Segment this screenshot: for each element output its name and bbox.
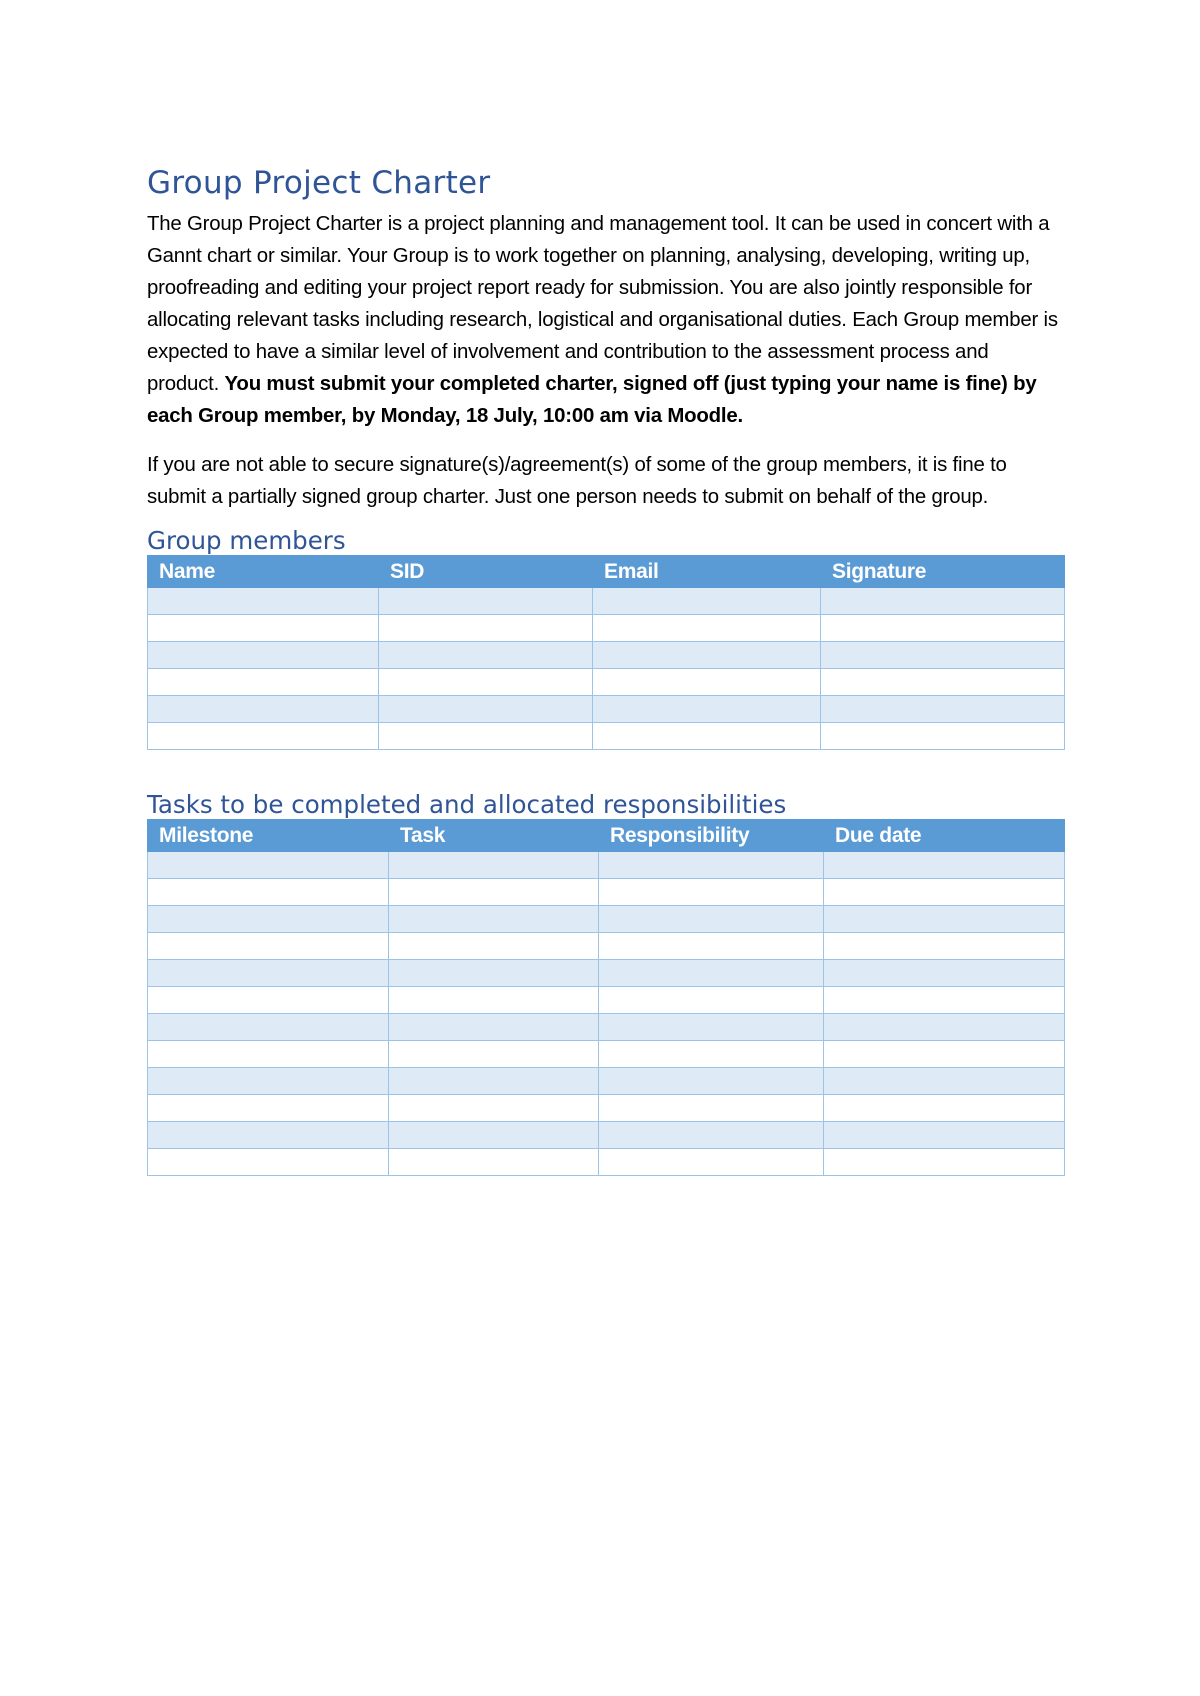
table-cell[interactable]: [824, 1122, 1065, 1149]
table-cell[interactable]: [389, 852, 599, 879]
table-row: [148, 696, 1065, 723]
table-cell[interactable]: [599, 852, 824, 879]
table-cell[interactable]: [389, 1095, 599, 1122]
table-cell[interactable]: [148, 1068, 389, 1095]
table-cell[interactable]: [148, 879, 389, 906]
column-header-signature: Signature: [821, 556, 1065, 588]
table-cell[interactable]: [821, 588, 1065, 615]
table-cell[interactable]: [379, 615, 593, 642]
table-cell[interactable]: [379, 696, 593, 723]
column-header-milestone: Milestone: [148, 820, 389, 852]
table-cell[interactable]: [599, 1014, 824, 1041]
table-cell[interactable]: [389, 933, 599, 960]
table-cell[interactable]: [824, 960, 1065, 987]
table-cell[interactable]: [821, 669, 1065, 696]
submission-instructions: You must submit your completed charter, signed off (just typing your name is fine) by each Group member, by Monday, 18 July, 10:00 am via Moodle.: [147, 373, 1037, 428]
table-row: [148, 933, 1065, 960]
table-cell[interactable]: [148, 696, 379, 723]
table-cell[interactable]: [148, 1122, 389, 1149]
table-cell[interactable]: [824, 933, 1065, 960]
table-cell[interactable]: [824, 1068, 1065, 1095]
column-header-responsibility: Responsibility: [599, 820, 824, 852]
table-cell[interactable]: [599, 906, 824, 933]
table-cell[interactable]: [148, 1149, 389, 1176]
table-cell[interactable]: [379, 669, 593, 696]
table-cell[interactable]: [824, 1095, 1065, 1122]
table-cell[interactable]: [148, 1041, 389, 1068]
table-cell[interactable]: [379, 723, 593, 750]
table-cell[interactable]: [599, 1068, 824, 1095]
table-cell[interactable]: [599, 1095, 824, 1122]
table-cell[interactable]: [389, 1149, 599, 1176]
table-row: [148, 879, 1065, 906]
document-page: [147, 165, 1063, 1176]
table-cell[interactable]: [599, 933, 824, 960]
table-cell[interactable]: [824, 1149, 1065, 1176]
table-row: [148, 642, 1065, 669]
table-row: [148, 1095, 1065, 1122]
table-cell[interactable]: [821, 615, 1065, 642]
table-row: [148, 960, 1065, 987]
column-header-email: Email: [593, 556, 821, 588]
table-row: [148, 1068, 1065, 1095]
tasks-table: [147, 819, 1065, 1176]
table-row: [148, 906, 1065, 933]
table-cell[interactable]: [599, 1122, 824, 1149]
intro-paragraph: [147, 208, 1063, 432]
table-header-row: [148, 556, 1065, 588]
table-cell[interactable]: [593, 615, 821, 642]
table-cell[interactable]: [389, 987, 599, 1014]
column-header-due-date: Due date: [824, 820, 1065, 852]
table-cell[interactable]: [148, 960, 389, 987]
table-row: [148, 1149, 1065, 1176]
table-cell[interactable]: [593, 669, 821, 696]
document-title: Group Project Charter: [147, 165, 491, 201]
table-row: [148, 1122, 1065, 1149]
table-cell[interactable]: [148, 615, 379, 642]
partial-signature-note: If you are not able to secure signature(s)/agreement(s) of some of the group members, it is fine to submit a partially signed group charter. Just one person needs to submit on behalf of the group.: [147, 454, 1007, 509]
table-cell[interactable]: [824, 879, 1065, 906]
group-members-rows: [148, 588, 1065, 750]
table-cell[interactable]: [599, 960, 824, 987]
table-cell[interactable]: [389, 1041, 599, 1068]
table-cell[interactable]: [389, 1014, 599, 1041]
group-members-table: [147, 555, 1065, 750]
table-cell[interactable]: [599, 987, 824, 1014]
intro-text: The Group Project Charter is a project planning and management tool. It can be used in concert with a Gannt chart or similar. Your Group is to work together on planning, analysing, developing, writing up, proofreading and editing your project report ready for submission. You are also jointly responsible for allocating relevant tasks including research, logistical and organisational duties. Each Group member is expected to have a similar level of involvement and contribution to the assessment process and product.: [147, 213, 1058, 396]
table-cell[interactable]: [148, 987, 389, 1014]
table-row: [148, 1041, 1065, 1068]
table-cell[interactable]: [824, 987, 1065, 1014]
column-header-task: Task: [389, 820, 599, 852]
table-cell[interactable]: [821, 642, 1065, 669]
table-header-row: [148, 820, 1065, 852]
table-cell[interactable]: [148, 933, 389, 960]
table-row: [148, 723, 1065, 750]
table-cell[interactable]: [593, 696, 821, 723]
table-cell[interactable]: [148, 1014, 389, 1041]
table-row: [148, 588, 1065, 615]
table-cell[interactable]: [148, 669, 379, 696]
group-members-heading: Group members: [147, 526, 346, 556]
table-cell[interactable]: [389, 960, 599, 987]
table-cell[interactable]: [593, 588, 821, 615]
table-cell[interactable]: [148, 588, 379, 615]
table-cell[interactable]: [389, 879, 599, 906]
table-cell[interactable]: [148, 906, 389, 933]
table-cell[interactable]: [593, 723, 821, 750]
table-cell[interactable]: [389, 1068, 599, 1095]
tasks-heading: Tasks to be completed and allocated responsibilities: [147, 790, 787, 820]
table-cell[interactable]: [148, 642, 379, 669]
table-cell[interactable]: [824, 1014, 1065, 1041]
table-cell[interactable]: [824, 1041, 1065, 1068]
table-cell[interactable]: [599, 1149, 824, 1176]
table-row: [148, 669, 1065, 696]
column-header-sid: SID: [379, 556, 593, 588]
table-cell[interactable]: [148, 1095, 389, 1122]
table-cell[interactable]: [593, 642, 821, 669]
table-cell[interactable]: [599, 879, 824, 906]
table-cell[interactable]: [148, 852, 389, 879]
table-cell[interactable]: [821, 723, 1065, 750]
table-cell[interactable]: [379, 588, 593, 615]
table-cell[interactable]: [599, 1041, 824, 1068]
table-cell[interactable]: [824, 852, 1065, 879]
table-row: [148, 615, 1065, 642]
table-cell[interactable]: [148, 723, 379, 750]
table-row: [148, 1014, 1065, 1041]
table-cell[interactable]: [379, 642, 593, 669]
table-cell[interactable]: [821, 696, 1065, 723]
table-cell[interactable]: [389, 906, 599, 933]
column-header-name: Name: [148, 556, 379, 588]
table-cell[interactable]: [389, 1122, 599, 1149]
table-cell[interactable]: [824, 906, 1065, 933]
table-row: [148, 987, 1065, 1014]
table-row: [148, 852, 1065, 879]
tasks-rows: [148, 852, 1065, 1176]
